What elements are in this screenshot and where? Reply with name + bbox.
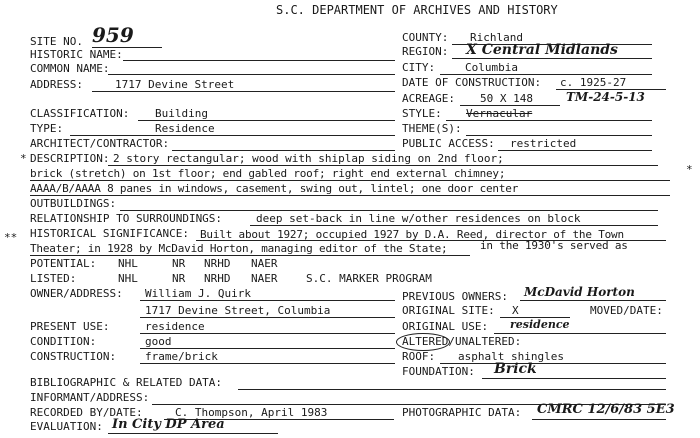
relationship-value: deep set-back in line w/other residences on block	[256, 212, 581, 225]
owner-address: 1717 Devine Street, Columbia	[145, 304, 331, 317]
evaluation-value: In City DP Area	[112, 417, 225, 432]
original-site-value: X	[512, 304, 519, 317]
region-label: REGION:	[402, 45, 449, 58]
bibliographic-line	[238, 389, 666, 390]
previous-owners-label: PREVIOUS OWNERS:	[402, 290, 508, 303]
style-label: STYLE:	[402, 107, 442, 120]
construction-line	[140, 363, 395, 364]
foundation-label: FOUNDATION:	[402, 365, 475, 378]
county-value: Richland	[470, 31, 523, 44]
style-line	[446, 120, 652, 121]
public-access-value: restricted	[510, 137, 577, 150]
photographic-line	[532, 419, 666, 420]
significance-rule-2	[30, 255, 470, 256]
city-value: Columbia	[465, 61, 518, 74]
recorded-label: RECORDED BY/DATE:	[30, 406, 143, 419]
altered-circle	[396, 333, 450, 351]
description-star: *	[20, 152, 27, 165]
city-label: CITY:	[402, 61, 436, 74]
outbuildings-label: OUTBUILDINGS:	[30, 197, 117, 210]
description-rule-1	[108, 165, 658, 166]
type-value: Residence	[155, 122, 215, 135]
acreage-line	[460, 105, 560, 106]
description-label: DESCRIPTION:	[30, 152, 110, 165]
roof-value: asphalt shingles	[458, 350, 564, 363]
previous-owners-value: McDavid Horton	[524, 285, 635, 299]
photographic-label: PHOTOGRAPHIC DATA:	[402, 406, 522, 419]
classification-label: CLASSIFICATION:	[30, 107, 130, 120]
previous-owners-line	[520, 300, 666, 301]
owner-label: OWNER/ADDRESS:	[30, 287, 123, 300]
description-line-1: 2 story rectangular; wood with shiplap siding on 2nd floor;	[113, 152, 504, 165]
date-construction-label: DATE OF CONSTRUCTION:	[402, 76, 542, 89]
present-use-value: residence	[145, 320, 205, 333]
listed-naer: NAER	[251, 272, 278, 285]
significance-star: **	[4, 231, 18, 244]
construction-value: frame/brick	[145, 350, 218, 363]
architect-line	[172, 150, 395, 151]
style-value: Vernacular	[466, 107, 533, 120]
address-value: 1717 Devine Street	[115, 78, 235, 91]
architect-label: ARCHITECT/CONTRACTOR:	[30, 137, 170, 150]
classification-line	[138, 120, 395, 121]
moved-date-label: MOVED/DATE:	[590, 304, 663, 317]
historic-name-label: HISTORIC NAME:	[30, 48, 123, 61]
description-line-2: brick (stretch) on 1st floor; end gabled roof; right end external chimney;	[30, 167, 506, 180]
recorded-value: C. Thompson, April 1983	[175, 406, 328, 419]
evaluation-line	[108, 433, 278, 434]
site-no-label: SITE NO.	[30, 35, 83, 48]
date-construction-value: c. 1925-27	[560, 76, 627, 89]
informant-label: INFORMANT/ADDRESS:	[30, 391, 150, 404]
photographic-value: CMRC 12/6/83 5E3	[537, 402, 675, 417]
original-use-line	[494, 333, 666, 334]
description-star-right: *	[686, 163, 693, 176]
roof-label: ROOF:	[402, 350, 436, 363]
classification-value: Building	[155, 107, 208, 120]
foundation-line	[482, 378, 666, 379]
original-site-label: ORIGINAL SITE:	[402, 304, 495, 317]
common-name-line	[108, 74, 395, 75]
bibliographic-label: BIBLIOGRAPHIC & RELATED DATA:	[30, 376, 223, 389]
acreage-tax-map: TM-24-5-13	[566, 90, 645, 104]
site-no-value: 959	[92, 23, 134, 47]
significance-line-2: Theater; in 1928 by McDavid Horton, managing editor of the State;	[30, 242, 448, 255]
acreage-label: ACREAGE:	[402, 92, 455, 105]
region-value: X Central Midlands	[466, 42, 618, 58]
condition-line	[140, 348, 395, 349]
significance-line-2b: in the 1930's served as	[480, 239, 628, 252]
public-access-line	[498, 150, 652, 151]
owner-line-2	[140, 317, 395, 318]
owner-name: William J. Quirk	[145, 287, 251, 300]
listed-marker-program: S.C. MARKER PROGRAM	[306, 272, 432, 285]
potential-nrhd: NRHD	[204, 257, 231, 270]
historic-name-line	[123, 60, 395, 61]
themes-label: THEME(S):	[402, 122, 462, 135]
region-line	[452, 58, 652, 59]
county-label: COUNTY:	[402, 31, 449, 44]
listed-label: LISTED:	[30, 272, 77, 285]
evaluation-label: EVALUATION:	[30, 420, 103, 433]
themes-line	[466, 135, 652, 136]
potential-naer: NAER	[251, 257, 278, 270]
listed-nr: NR	[172, 272, 186, 285]
type-line	[70, 135, 395, 136]
roof-line	[440, 363, 666, 364]
condition-value: good	[145, 335, 172, 348]
present-use-line	[140, 333, 395, 334]
potential-nhl: NHL	[118, 257, 138, 270]
construction-label: CONSTRUCTION:	[30, 350, 117, 363]
potential-label: POTENTIAL:	[30, 257, 97, 270]
acreage-value: 50 X 148	[480, 92, 533, 105]
listed-nhl: NHL	[118, 272, 138, 285]
foundation-value: Brick	[494, 361, 537, 377]
significance-label: HISTORICAL SIGNIFICANCE:	[30, 227, 189, 240]
altered-label: ALTERED/UNALTERED:	[402, 335, 522, 348]
public-access-label: PUBLIC ACCESS:	[402, 137, 495, 150]
description-rule-3	[30, 195, 670, 196]
present-use-label: PRESENT USE:	[30, 320, 110, 333]
outbuildings-line	[120, 210, 658, 211]
form-title: S.C. DEPARTMENT OF ARCHIVES AND HISTORY	[276, 3, 558, 17]
address-line	[92, 91, 395, 92]
original-use-value: residence	[510, 318, 570, 331]
condition-label: CONDITION:	[30, 335, 97, 348]
potential-nr: NR	[172, 257, 186, 270]
city-line	[440, 74, 652, 75]
relationship-line	[250, 225, 658, 226]
listed-nrhd: NRHD	[204, 272, 231, 285]
significance-line-1: Built about 1927; occupied 1927 by D.A. Reed, director of the Town	[200, 228, 624, 241]
relationship-label: RELATIONSHIP TO SURROUNDINGS:	[30, 212, 223, 225]
description-line-3: AAAA/B/AAAA 8 panes in windows, casement, swing out, lintel; one door center	[30, 182, 519, 195]
description-rule-2	[30, 180, 670, 181]
original-use-label: ORIGINAL USE:	[402, 320, 489, 333]
owner-line-1	[140, 300, 395, 301]
common-name-label: COMMON NAME:	[30, 62, 110, 75]
address-label: ADDRESS:	[30, 78, 83, 91]
type-label: TYPE:	[30, 122, 64, 135]
